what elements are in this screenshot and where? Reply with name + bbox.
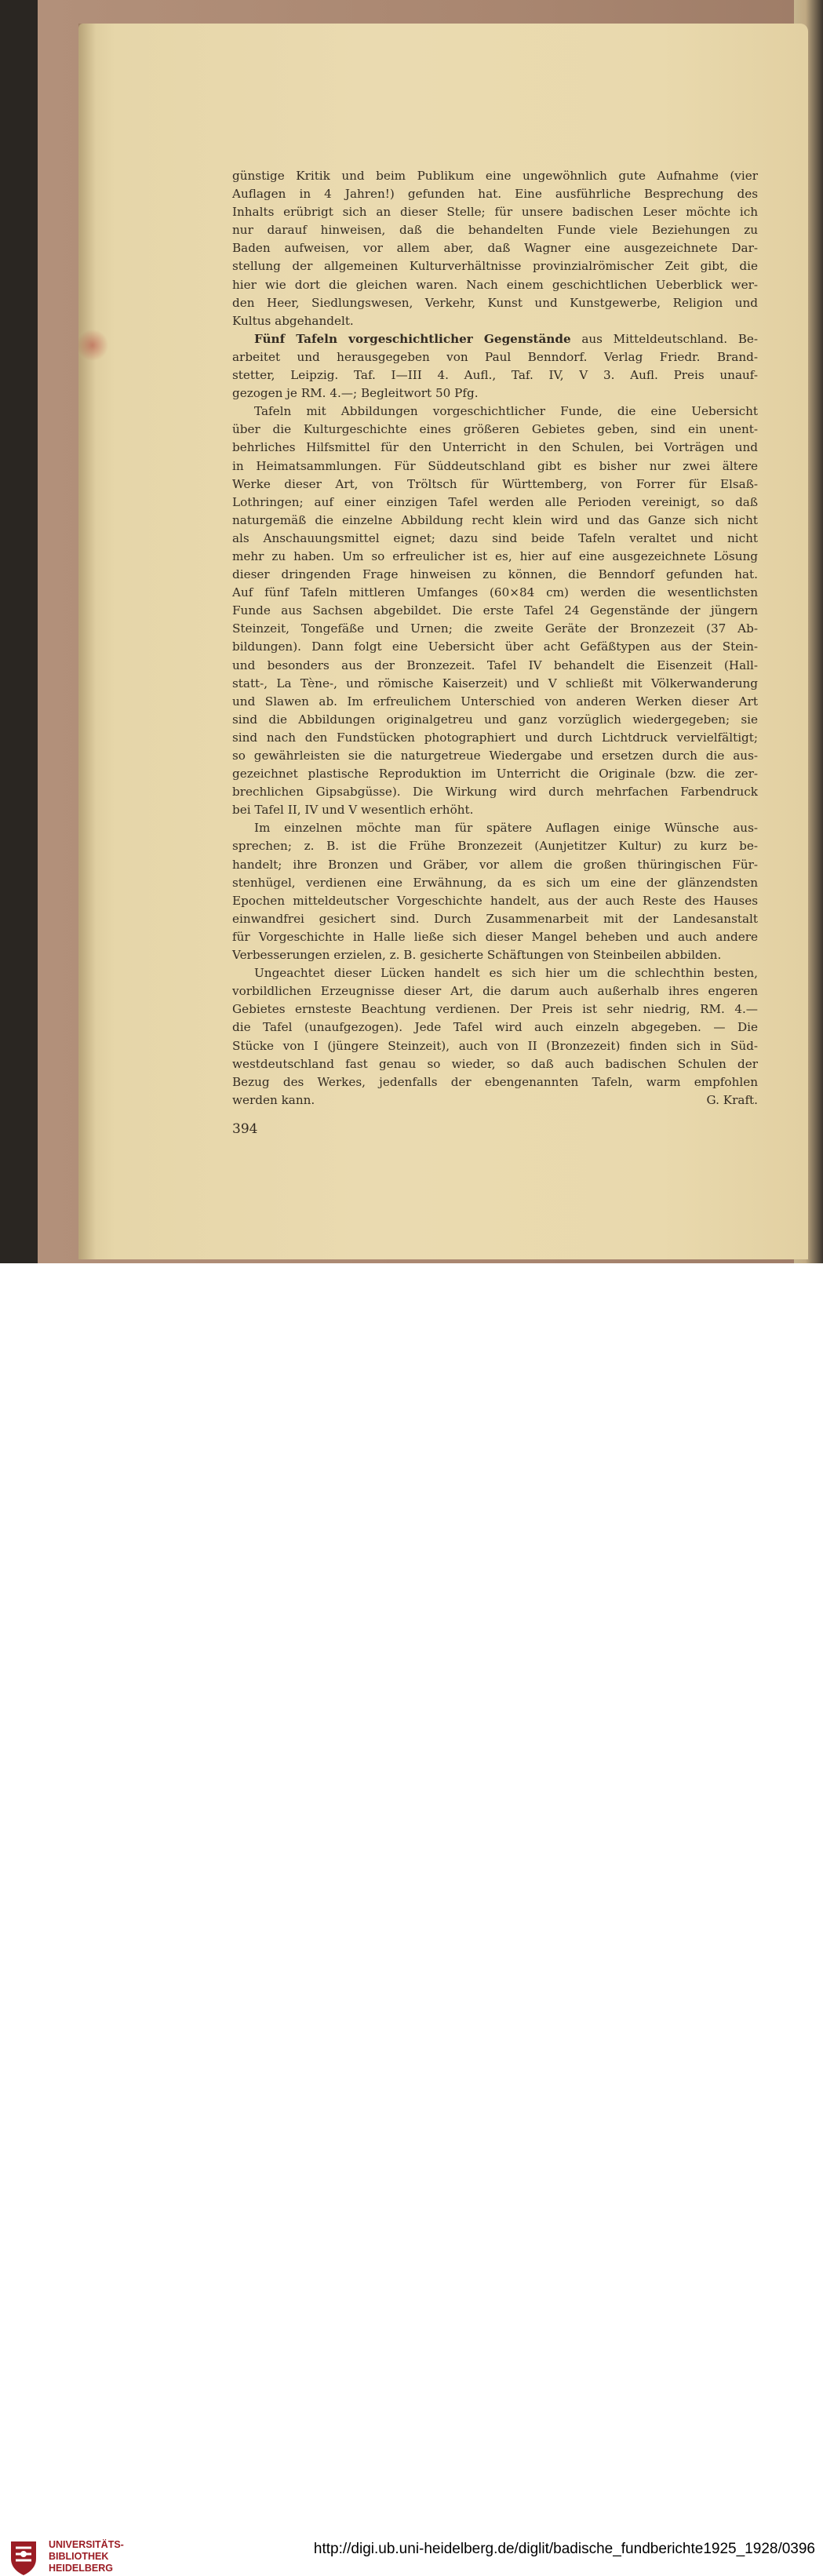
article-text (232, 167, 758, 1109)
text-line: sind nach den Fundstücken photographiert und durch Lichtdruck vervielfältigt; (232, 730, 758, 745)
text-line: stellung der allgemeinen Kulturverhältnisse provinzialrömischer Zeit gibt, die (232, 259, 758, 274)
text-line: einwandfrei gesichert sind. Durch Zusammenarbeit mit der Landesanstalt (232, 911, 758, 926)
text-line: für Vorgeschichte in Halle ließe sich dieser Mangel beheben und auch andere (232, 929, 758, 944)
text-line: günstige Kritik und beim Publikum eine ungewöhnlich gute Aufnahme (vier (232, 169, 758, 183)
page-number: 394 (232, 1121, 258, 1137)
text-line: so gewährleisten sie die naturgetreue Wiedergabe und ersetzen durch die aus- (232, 749, 758, 763)
library-name-line: BIBLIOTHEK (49, 2551, 109, 2562)
text-line: Ungeachtet dieser Lücken handelt es sich hier um die schlechthin besten, (254, 966, 758, 981)
text-line: Kultus abgehandelt. (232, 313, 354, 328)
text-line: bei Tafel II, IV und V wesentlich erhöht. (232, 803, 474, 818)
library-name (49, 2539, 124, 2574)
text-line: statt-, La Tène-, und römische Kaiserzeit) und V schließt mit Völkerwanderung (232, 676, 758, 690)
review-heading-line (232, 330, 758, 348)
text-line: vorbildlichen Erzeugnisse dieser Art, die darum auch außerhalb ihres engeren (232, 984, 758, 999)
text-line: handelt; ihre Bronzen und Gräber, vor allem die großen thüringischen Für- (232, 857, 758, 872)
text-line: Inhalts erübrigt sich an dieser Stelle; für unsere badischen Leser möchte ich (232, 205, 758, 220)
viewer-footer (0, 1263, 823, 2574)
text-line: Epochen mitteldeutscher Vorgeschichte handelt, aus der auch Reste des Hauses (232, 893, 758, 908)
library-name-line: HEIDELBERG (49, 2563, 113, 2574)
author-signature: G. Kraft. (706, 1092, 758, 1107)
text-line: Tafeln mit Abbildungen vorgeschichtlicher Funde, die eine Uebersicht (254, 404, 758, 419)
library-name-line: UNIVERSITÄTS- (49, 2539, 124, 2550)
text-line: in Heimatsammlungen. Für Süddeutschland gibt es bisher nur zwei ältere (232, 458, 758, 473)
text-line: den Heer, Siedlungswesen, Verkehr, Kunst und Kunstgewerbe, Religion und (232, 295, 758, 310)
text-line: Im einzelnen möchte man für spätere Auflagen einige Wünsche aus- (254, 821, 758, 836)
text-line: gezogen je RM. 4.—; Begleitwort 50 Pfg. (232, 386, 479, 401)
text-line: Verbesserungen erzielen, z. B. gesicherte Schäftungen von Steinbeilen abbilden. (232, 948, 722, 963)
scan-background (0, 0, 823, 1263)
text-line: westdeutschland fast genau so wieder, so daß auch badischen Schulen der (232, 1056, 758, 1071)
text-line: Werke dieser Art, von Tröltsch für Württemberg, von Forrer für Elsaß- (232, 476, 758, 491)
closing-line (232, 1091, 758, 1109)
text-line: dieser dringenden Frage hinweisen zu können, die Benndorf gefunden hat. (232, 567, 758, 582)
text-line: mehr zu haben. Um so erfreulicher ist es, hier auf eine ausgezeichnete Lösung (232, 548, 758, 563)
text-line: Auflagen in 4 Jahren!) gefunden hat. Eine ausführliche Besprechung des (232, 187, 758, 202)
text-line: Lothringen; auf einer einzigen Tafel werden alle Perioden vereinigt, so daß (232, 494, 758, 509)
text-line: Baden aufweisen, vor allem aber, daß Wagner eine ausgezeichnete Dar- (232, 241, 758, 256)
text-line: hier wie dort die gleichen waren. Nach einem geschichtlichen Ueberblick wer- (232, 277, 758, 292)
text-line: und Slawen ab. Im erfreulichem Unterschied von anderen Werken dieser Art (232, 694, 758, 709)
text-line: Stücke von I (jüngere Steinzeit), auch von II (Bronzezeit) finden sich in Süd- (232, 1038, 758, 1053)
text-line: gezeichnet plastische Reproduktion im Unterricht die Originale (bzw. die zer- (232, 767, 758, 782)
text-line: sprechen; z. B. ist die Frühe Bronzezeit (Aunjetitzer Kultur) zu kurz be- (232, 839, 758, 854)
text-line: Bezug des Werkes, jedenfalls der ebengenannten Tafeln, warm empfohlen (232, 1074, 758, 1089)
text-line: naturgemäß die einzelne Abbildung recht klein wird und das Ganze sich nicht (232, 512, 758, 527)
stain-mark (78, 330, 114, 361)
text-line: und besonders aus der Bronzezeit. Tafel IV behandelt die Eisenzeit (Hall- (232, 658, 758, 672)
text-line: stetter, Leipzig. Taf. I—III 4. Aufl., Taf. IV, V 3. Aufl. Preis unauf- (232, 368, 758, 383)
text-line: sind die Abbildungen originalgetreu und ganz vorzüglich wiedergegeben; sie (232, 712, 758, 727)
closing-text: werden kann. (232, 1092, 315, 1107)
review-title: Fünf Tafeln vorgeschichtlicher Gegenstände (254, 331, 571, 346)
text-line: über die Kulturgeschichte eines größeren Gebietes geben, sind ein unent- (232, 422, 758, 437)
text-line: Funde aus Sachsen abgebildet. Die erste Tafel 24 Gegenstände der jüngern (232, 603, 758, 618)
text-line: Auf fünf Tafeln mittleren Umfanges (60×84 cm) werden die wesentlichsten (232, 585, 758, 600)
permalink-url[interactable]: http://digi.ub.uni-heidelberg.de/diglit/badische_fundberichte1925_1928/0396 (313, 2541, 815, 2557)
gutter-shadow (78, 24, 96, 1259)
text-line: bildungen). Dann folgt eine Uebersicht über acht Gefäßtypen aus der Stein- (232, 639, 758, 654)
text-line: Gebietes ernsteste Beachtung verdienen. Der Preis ist sehr niedrig, RM. 4.— (232, 1002, 758, 1017)
review-title-rest: aus Mitteldeutschland. Be- (570, 331, 758, 346)
university-seal-icon (8, 2538, 39, 2576)
text-line: Steinzeit, Tongefäße und Urnen; die zweite Geräte der Bronzezeit (37 Ab- (232, 621, 758, 636)
text-line: die Tafel (unaufgezogen). Jede Tafel wird auch einzeln abgegeben. — Die (232, 1020, 758, 1035)
text-line: brechlichen Gipsabgüsse). Die Wirkung wird durch mehrfachen Farbendruck (232, 785, 758, 800)
text-line: als Anschauungsmittel eignet; dazu sind beide Tafeln veraltet und nicht (232, 530, 758, 545)
text-line: nur darauf hinweisen, daß die behandelten Funde viele Beziehungen zu (232, 223, 758, 238)
text-line: stenhügel, verdienen eine Erwähnung, da es sich um eine der glänzendsten (232, 875, 758, 890)
text-line: arbeitet und herausgegeben von Paul Benndorf. Verlag Friedr. Brand- (232, 349, 758, 364)
text-line: behrliches Hilfsmittel für den Unterricht in den Schulen, bei Vorträgen und (232, 440, 758, 455)
